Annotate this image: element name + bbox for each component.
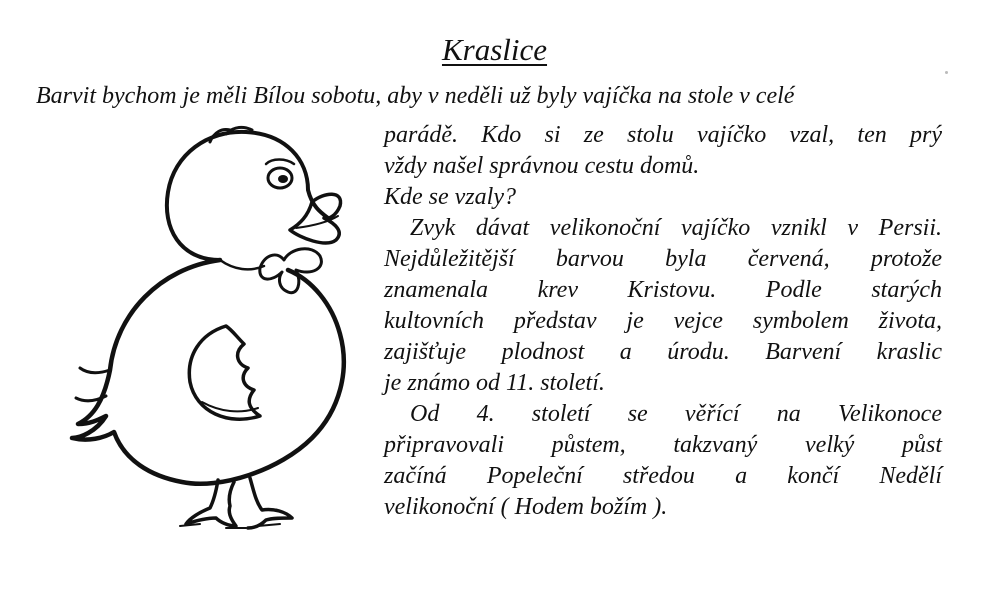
text-line: znamenala krev Kristovu. Podle starých [384,277,942,303]
page-title: Kraslice [441,32,548,67]
duck-body [72,260,344,484]
duckling-illustration [50,120,360,530]
text-line: vždy našel správnou cestu domů. [384,153,700,179]
duck-head [167,132,328,260]
text-line: Kde se vzaly? [384,184,516,210]
text-line: velikonoční ( Hodem božím ). [384,494,668,520]
text-line: kultovních představ je vejce symbolem života, [384,308,942,334]
text-line: začíná Popeleční středou a končí Nedělí [384,463,942,489]
text-line: Zvyk dávat velikonoční vajíčko vznikl v Persii. [410,215,942,241]
text-line: zajišťuje plodnost a úrodu. Barvení kraslic [384,339,942,365]
article-body [384,120,942,523]
intro-line: Barvit bychom je měli Bílou sobotu, aby v neděli už byly vajíčka na stole v celé [36,83,795,109]
duck-wing [189,326,260,419]
text-line: parádě. Kdo si ze stolu vajíčko vzal, ten prý [384,122,942,148]
text-line: Od 4. století se věřící na Velikonoce [410,401,942,427]
duck-leg-right [248,478,292,528]
text-line: připravovali půstem, takzvaný velký půst [384,432,942,458]
duck-tuft [210,127,252,142]
scan-speck [945,71,948,74]
text-line: Nejdůležitější barvou byla červená, protože [384,246,942,272]
text-line: je známo od 11. století. [384,370,605,396]
duck-leg-left [186,480,236,526]
